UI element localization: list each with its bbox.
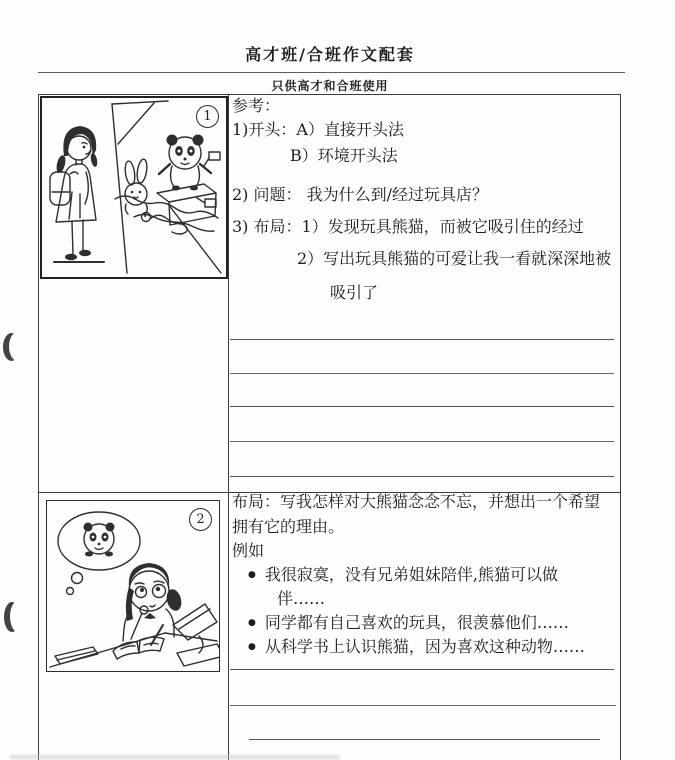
bullet-item-1	[248, 565, 558, 585]
layout-line-1: 3) 布局：1）发现玩具熊猫，而被它吸引住的经过	[232, 217, 584, 236]
panda-in-bubble	[84, 523, 115, 557]
writing-line	[230, 705, 616, 706]
writing-line	[249, 739, 600, 740]
example-heading: 例如	[232, 541, 265, 560]
figure-badge-2	[189, 508, 212, 531]
bullet-item-1-text: 我很寂寞，没有兄弟姐妹陪伴,熊猫可以做	[264, 565, 558, 584]
bullet-icon: ●	[248, 570, 256, 580]
circled-number-2: 2	[196, 512, 205, 527]
layout-line-3: 吸引了	[330, 283, 379, 302]
layout-heading-line-2: 拥有它的理由。	[232, 517, 345, 536]
column-divider	[228, 95, 229, 760]
girl-at-desk	[123, 563, 184, 645]
bullet-item-3	[248, 637, 585, 657]
scan-smudge	[10, 755, 340, 759]
page-title: 高才班/合班作文配套	[245, 45, 415, 64]
bullet-item-3-text: 从科学书上认识熊猫，因为喜欢这种动物……	[264, 637, 585, 656]
reference-heading: 参考：	[232, 96, 281, 115]
shop-window-frame	[112, 101, 168, 273]
writing-line	[230, 441, 614, 442]
scan-artifact-crescent	[4, 602, 20, 632]
question-line: 2) 问题： 我为什么到/经过玩具店？	[232, 185, 488, 204]
writing-line	[230, 669, 614, 670]
opening-method-line-b: B）环境开头法	[290, 146, 398, 165]
writing-line	[230, 406, 614, 407]
toy-snake	[142, 213, 188, 235]
girl-with-backpack	[50, 126, 104, 262]
illustration-shop-window	[42, 98, 226, 277]
bullet-icon: ●	[248, 642, 256, 652]
opening-method-line: 1)开头：A）直接开头法	[232, 120, 404, 139]
toy-rabbit	[124, 158, 148, 214]
figure-box-2	[46, 500, 220, 672]
figure-box-1	[40, 96, 228, 279]
bullet-icon: ●	[248, 618, 256, 628]
header-rule	[38, 72, 625, 73]
writing-line	[230, 339, 614, 340]
circled-number-1: 1	[203, 109, 212, 124]
writing-line	[230, 373, 614, 374]
bullet-item-1-cont: 伴……	[277, 589, 326, 608]
page-subtitle: 只供高才和合班使用	[271, 79, 389, 93]
toy-panda	[157, 135, 220, 226]
bullet-item-2-text: 同学都有自己喜欢的玩具，很羡慕他们……	[264, 613, 569, 632]
layout-heading-line: 布局：写我怎样对大熊猫念念不忘，并想出一个希望	[232, 492, 601, 511]
writing-line	[230, 476, 614, 477]
figure-badge-1	[196, 105, 219, 128]
scan-artifact-crescent	[3, 333, 20, 361]
bullet-item-2	[248, 613, 569, 633]
layout-line-2: 2）写出玩具熊猫的可爱让我一看就深深地被	[297, 249, 612, 268]
